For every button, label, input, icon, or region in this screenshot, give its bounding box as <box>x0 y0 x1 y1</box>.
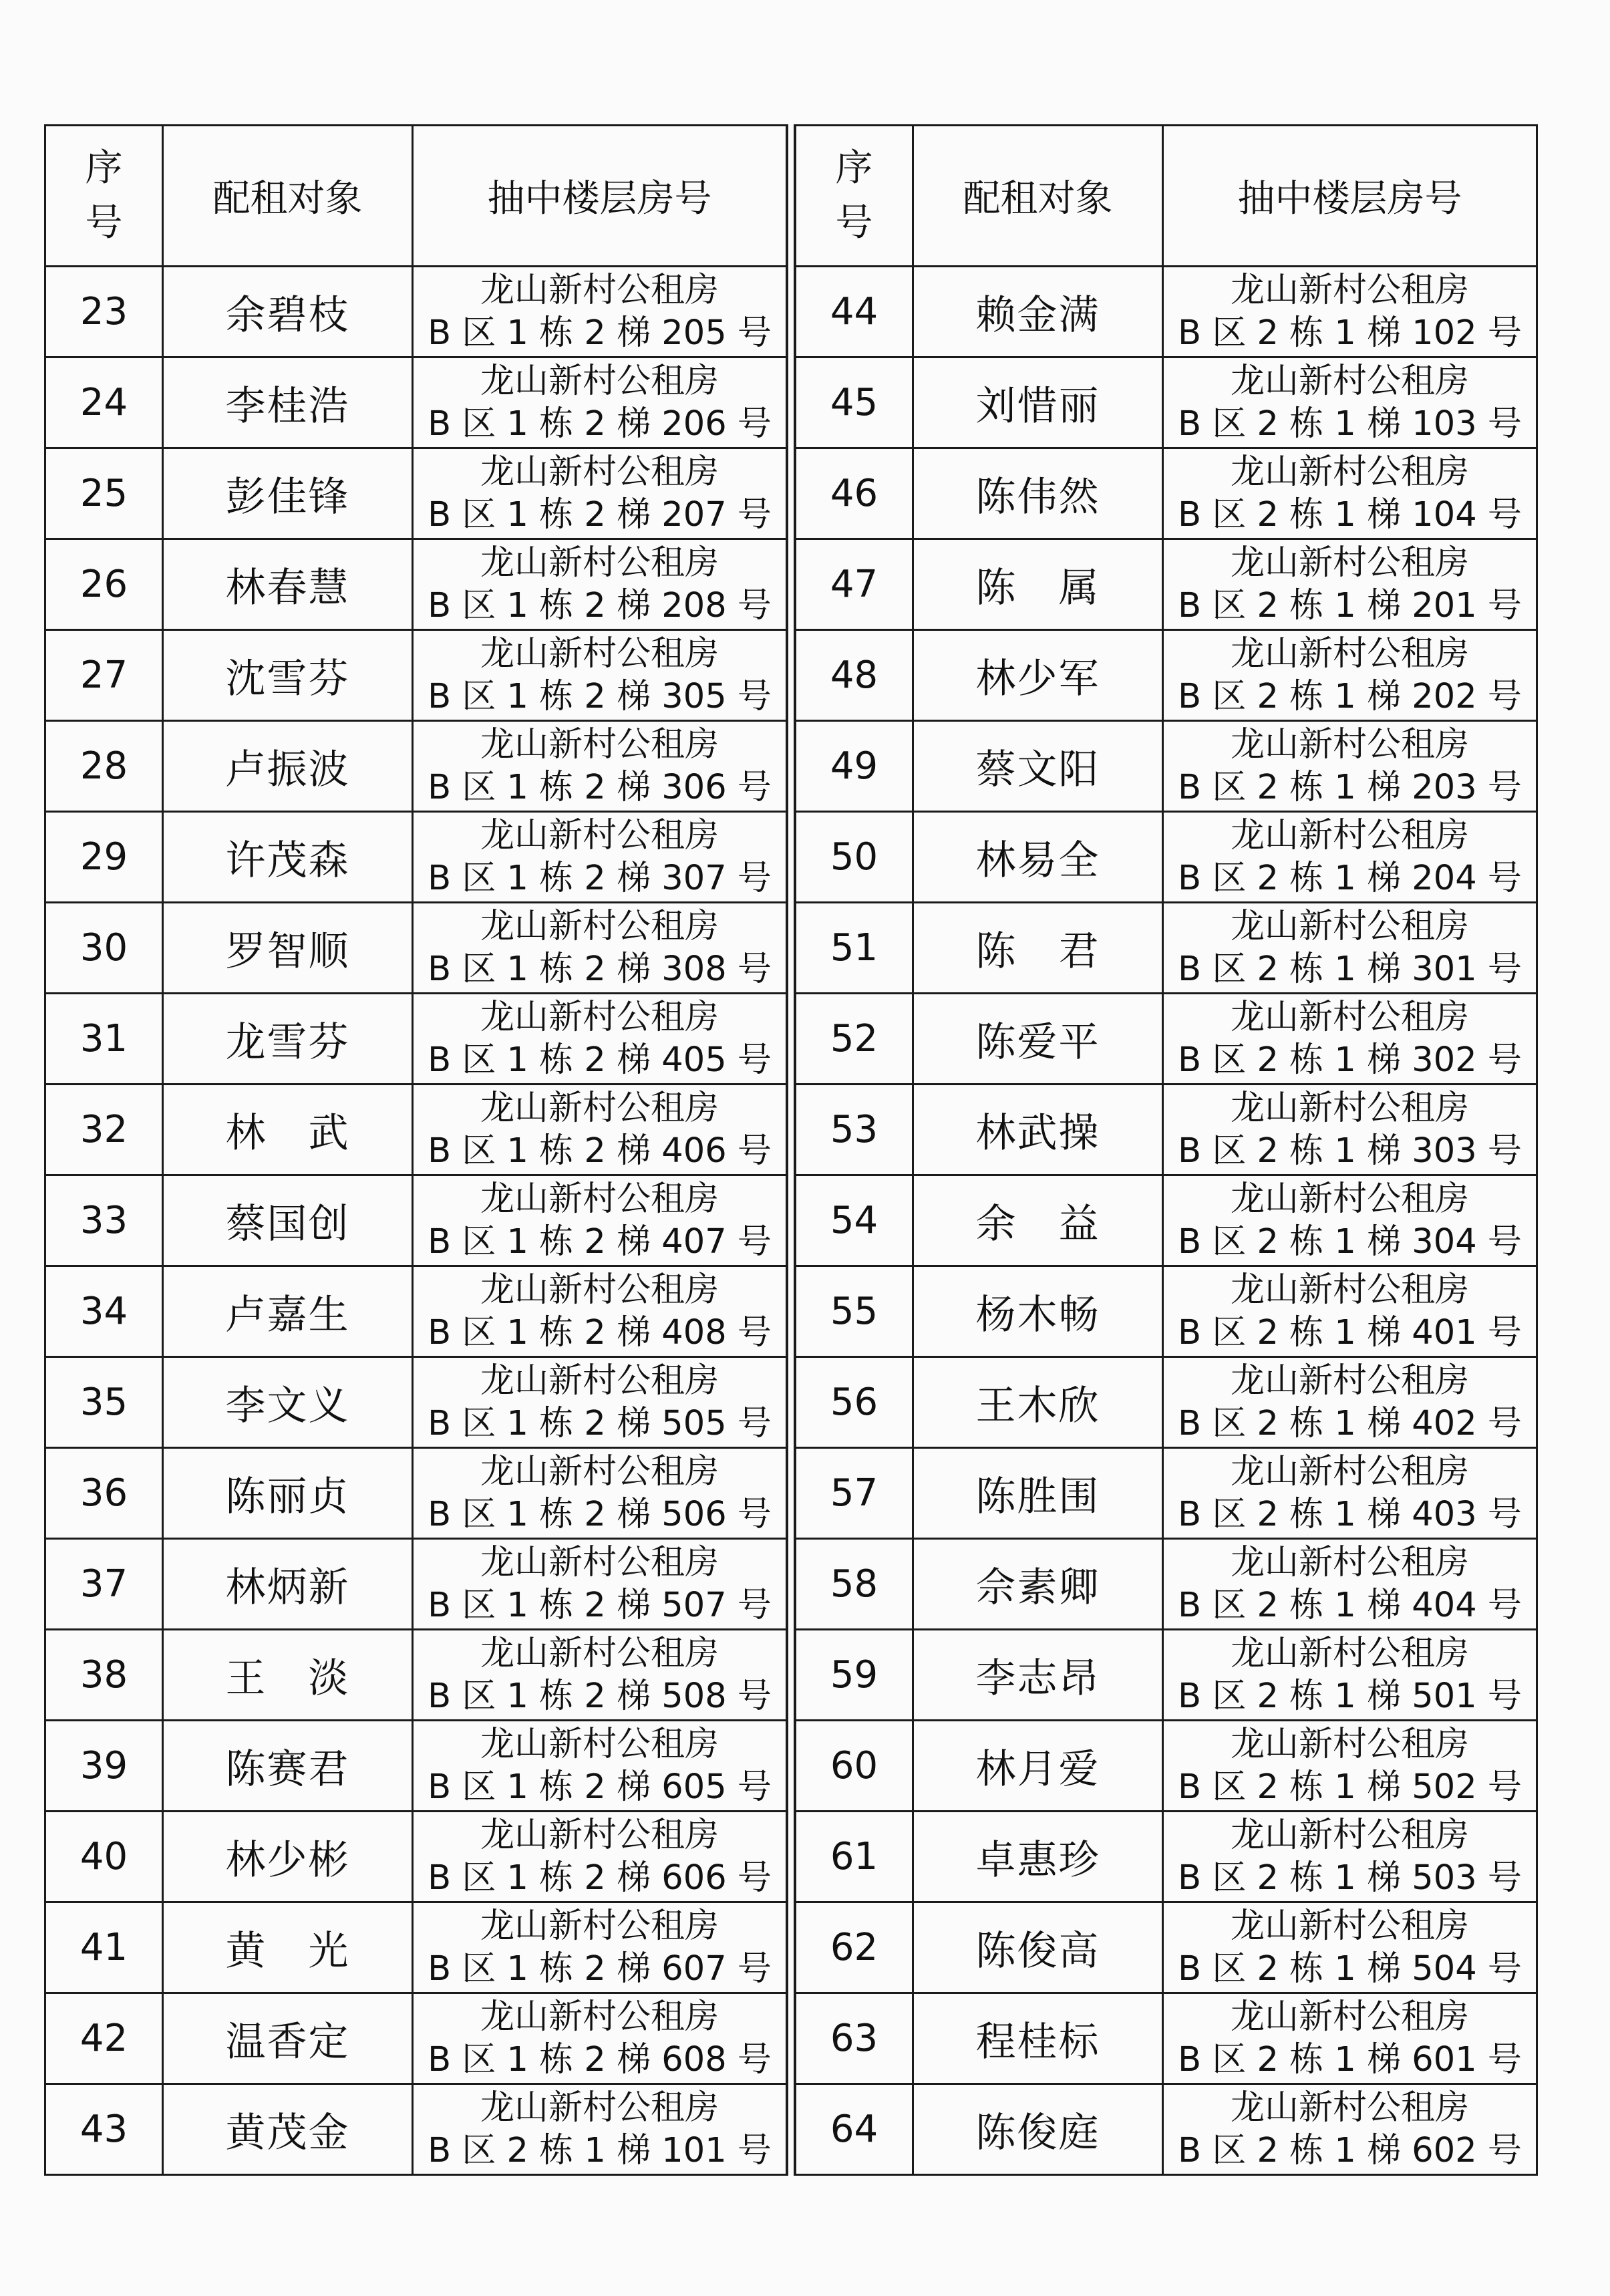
room-project: 龙山新村公租房 <box>480 1997 719 2037</box>
row-number: 60 <box>796 1721 913 1812</box>
room-number: B 区 1 栋 2 梯 305 号 <box>428 676 772 716</box>
row-number: 63 <box>796 1993 913 2084</box>
row-number: 38 <box>45 1630 163 1721</box>
tenant-name: 许茂森 <box>163 812 413 903</box>
tenant-name: 林少彬 <box>163 1812 413 1902</box>
allocation-table-right <box>794 124 1538 2176</box>
room-number: B 区 1 栋 2 梯 505 号 <box>428 1403 772 1443</box>
room-number: B 区 2 栋 1 梯 304 号 <box>1178 1222 1522 1262</box>
row-number: 23 <box>45 267 163 357</box>
room-project: 龙山新村公租房 <box>480 543 719 583</box>
tenant-name: 林 武 <box>163 1085 413 1175</box>
room-project: 龙山新村公租房 <box>480 1542 719 1582</box>
room-project: 龙山新村公租房 <box>1230 815 1469 855</box>
header-tenant: 配租对象 <box>163 126 413 267</box>
room-project: 龙山新村公租房 <box>480 1906 719 1946</box>
row-number: 36 <box>45 1448 163 1539</box>
table-header-row <box>45 126 787 267</box>
room-project: 龙山新村公租房 <box>1230 1179 1469 1219</box>
tenant-name: 陈爱平 <box>913 994 1163 1085</box>
tenant-name: 林武操 <box>913 1085 1163 1175</box>
room-number: B 区 1 栋 2 梯 608 号 <box>428 2039 772 2079</box>
row-number: 40 <box>45 1812 163 1902</box>
table-row <box>796 2084 1537 2175</box>
assigned-room <box>413 994 787 1085</box>
tenant-name: 林少军 <box>913 630 1163 721</box>
tenant-name: 程桂标 <box>913 1993 1163 2084</box>
assigned-room <box>1163 994 1537 1085</box>
table-row <box>45 1448 787 1539</box>
table-row <box>796 994 1537 1085</box>
table-row <box>796 1993 1537 2084</box>
room-number: B 区 2 栋 1 梯 601 号 <box>1178 2039 1522 2079</box>
tenant-name: 陈 属 <box>913 539 1163 630</box>
table-row <box>45 357 787 448</box>
tenant-name: 陈 君 <box>913 903 1163 994</box>
room-project: 龙山新村公租房 <box>1230 1906 1469 1946</box>
room-number: B 区 2 栋 1 梯 201 号 <box>1178 585 1522 625</box>
row-number: 27 <box>45 630 163 721</box>
assigned-room <box>1163 1721 1537 1812</box>
room-project: 龙山新村公租房 <box>1230 1088 1469 1128</box>
row-number: 30 <box>45 903 163 994</box>
room-number: B 区 2 栋 1 梯 501 号 <box>1178 1676 1522 1716</box>
assigned-room <box>413 1085 787 1175</box>
room-number: B 区 1 栋 2 梯 506 号 <box>428 1494 772 1534</box>
tenant-name: 李志昂 <box>913 1630 1163 1721</box>
table-row <box>796 1085 1537 1175</box>
room-project: 龙山新村公租房 <box>1230 1815 1469 1855</box>
row-number: 26 <box>45 539 163 630</box>
room-project: 龙山新村公租房 <box>1230 633 1469 674</box>
table-row <box>45 2084 787 2175</box>
room-project: 龙山新村公租房 <box>480 1451 719 1491</box>
row-number: 56 <box>796 1357 913 1448</box>
tenant-name: 杨木畅 <box>913 1266 1163 1357</box>
table-body-left <box>45 267 787 2175</box>
row-number: 31 <box>45 994 163 1085</box>
assigned-room <box>1163 1448 1537 1539</box>
assigned-room <box>413 448 787 539</box>
header-seq <box>796 126 913 267</box>
table-row <box>45 539 787 630</box>
table-row <box>796 1175 1537 1266</box>
header-seq <box>45 126 163 267</box>
row-number: 42 <box>45 1993 163 2084</box>
header-tenant: 配租对象 <box>913 126 1163 267</box>
tenant-name: 林春慧 <box>163 539 413 630</box>
tenant-name: 李桂浩 <box>163 357 413 448</box>
row-number: 47 <box>796 539 913 630</box>
tenant-name: 李文义 <box>163 1357 413 1448</box>
room-number: B 区 2 栋 1 梯 103 号 <box>1178 404 1522 444</box>
table-row <box>45 630 787 721</box>
room-number: B 区 2 栋 1 梯 503 号 <box>1178 1858 1522 1898</box>
room-number: B 区 2 栋 1 梯 301 号 <box>1178 949 1522 989</box>
room-project: 龙山新村公租房 <box>480 997 719 1037</box>
table-row <box>796 903 1537 994</box>
room-project: 龙山新村公租房 <box>480 1633 719 1673</box>
room-number: B 区 1 栋 2 梯 308 号 <box>428 949 772 989</box>
room-project: 龙山新村公租房 <box>1230 997 1469 1037</box>
header-seq-line2: 号 <box>85 201 123 245</box>
table-row <box>45 1085 787 1175</box>
row-number: 37 <box>45 1539 163 1630</box>
assigned-room <box>413 2084 787 2175</box>
row-number: 44 <box>796 267 913 357</box>
room-number: B 区 2 栋 1 梯 101 号 <box>428 2130 772 2170</box>
room-number: B 区 1 栋 2 梯 208 号 <box>428 585 772 625</box>
row-number: 24 <box>45 357 163 448</box>
tenant-name: 余 益 <box>913 1175 1163 1266</box>
assigned-room <box>413 357 787 448</box>
table-row <box>796 630 1537 721</box>
tenant-name: 卢振波 <box>163 721 413 812</box>
assigned-room <box>413 903 787 994</box>
tenant-name: 刘惜丽 <box>913 357 1163 448</box>
assigned-room <box>1163 1539 1537 1630</box>
assigned-room <box>1163 812 1537 903</box>
row-number: 28 <box>45 721 163 812</box>
tenant-name: 陈丽贞 <box>163 1448 413 1539</box>
room-number: B 区 1 栋 2 梯 406 号 <box>428 1131 772 1171</box>
room-number: B 区 1 栋 2 梯 307 号 <box>428 858 772 898</box>
table-row <box>45 1721 787 1812</box>
assigned-room <box>413 1266 787 1357</box>
table-row <box>45 1902 787 1993</box>
room-number: B 区 2 栋 1 梯 402 号 <box>1178 1403 1522 1443</box>
room-number: B 区 1 栋 2 梯 408 号 <box>428 1312 772 1352</box>
table-row <box>45 903 787 994</box>
tenant-name: 林炳新 <box>163 1539 413 1630</box>
header-seq-line1: 序 <box>835 146 873 190</box>
table-row <box>796 812 1537 903</box>
room-project: 龙山新村公租房 <box>480 1815 719 1855</box>
assigned-room <box>1163 448 1537 539</box>
assigned-room <box>413 539 787 630</box>
room-project: 龙山新村公租房 <box>480 1270 719 1310</box>
row-number: 50 <box>796 812 913 903</box>
assigned-room <box>413 1993 787 2084</box>
table-row <box>45 1539 787 1630</box>
tenant-name: 陈伟然 <box>913 448 1163 539</box>
assigned-room <box>413 630 787 721</box>
room-project: 龙山新村公租房 <box>480 724 719 764</box>
room-number: B 区 1 栋 2 梯 607 号 <box>428 1949 772 1989</box>
row-number: 25 <box>45 448 163 539</box>
assigned-room <box>413 1448 787 1539</box>
tenant-name: 陈赛君 <box>163 1721 413 1812</box>
tenant-name: 沈雪芬 <box>163 630 413 721</box>
assigned-room <box>413 1175 787 1266</box>
room-project: 龙山新村公租房 <box>480 1179 719 1219</box>
room-project: 龙山新村公租房 <box>480 361 719 401</box>
assigned-room <box>1163 539 1537 630</box>
tenant-name: 蔡文阳 <box>913 721 1163 812</box>
room-project: 龙山新村公租房 <box>1230 1270 1469 1310</box>
assigned-room <box>413 1902 787 1993</box>
row-number: 61 <box>796 1812 913 1902</box>
room-project: 龙山新村公租房 <box>480 633 719 674</box>
room-project: 龙山新村公租房 <box>480 270 719 310</box>
allocation-table-sheet <box>44 124 1538 2176</box>
header-room: 抽中楼层房号 <box>1163 126 1537 267</box>
room-project: 龙山新村公租房 <box>1230 452 1469 492</box>
header-seq-line1: 序 <box>85 146 123 190</box>
table-row <box>796 1721 1537 1812</box>
tenant-name: 陈胜围 <box>913 1448 1163 1539</box>
room-project: 龙山新村公租房 <box>480 815 719 855</box>
room-project: 龙山新村公租房 <box>1230 1542 1469 1582</box>
tenant-name: 王 淡 <box>163 1630 413 1721</box>
header-seq-line2: 号 <box>835 201 873 245</box>
assigned-room <box>1163 1175 1537 1266</box>
table-row <box>45 1175 787 1266</box>
table-row <box>45 1630 787 1721</box>
assigned-room <box>1163 267 1537 357</box>
table-header-row <box>796 126 1537 267</box>
room-project: 龙山新村公租房 <box>1230 1633 1469 1673</box>
row-number: 41 <box>45 1902 163 1993</box>
row-number: 39 <box>45 1721 163 1812</box>
row-number: 32 <box>45 1085 163 1175</box>
room-project: 龙山新村公租房 <box>480 906 719 946</box>
row-number: 62 <box>796 1902 913 1993</box>
room-number: B 区 2 栋 1 梯 203 号 <box>1178 767 1522 807</box>
tenant-name: 陈俊庭 <box>913 2084 1163 2175</box>
row-number: 34 <box>45 1266 163 1357</box>
tenant-name: 温香定 <box>163 1993 413 2084</box>
assigned-room <box>1163 630 1537 721</box>
tenant-name: 卓惠珍 <box>913 1812 1163 1902</box>
table-row <box>796 721 1537 812</box>
table-row <box>796 1812 1537 1902</box>
room-number: B 区 2 栋 1 梯 302 号 <box>1178 1040 1522 1080</box>
row-number: 43 <box>45 2084 163 2175</box>
tenant-name: 余碧枝 <box>163 267 413 357</box>
table-row <box>45 812 787 903</box>
room-number: B 区 1 栋 2 梯 207 号 <box>428 494 772 535</box>
table-row <box>796 267 1537 357</box>
table-row <box>45 448 787 539</box>
room-project: 龙山新村公租房 <box>1230 1997 1469 2037</box>
room-number: B 区 2 栋 1 梯 403 号 <box>1178 1494 1522 1534</box>
room-project: 龙山新村公租房 <box>480 1360 719 1401</box>
room-number: B 区 2 栋 1 梯 202 号 <box>1178 676 1522 716</box>
table-row <box>796 1539 1537 1630</box>
assigned-room <box>413 721 787 812</box>
table-row <box>796 357 1537 448</box>
tenant-name: 彭佳锋 <box>163 448 413 539</box>
room-number: B 区 2 栋 1 梯 502 号 <box>1178 1767 1522 1807</box>
allocation-table-left <box>44 124 788 2176</box>
table-body-right <box>796 267 1537 2175</box>
table-row <box>796 1902 1537 1993</box>
room-number: B 区 2 栋 1 梯 104 号 <box>1178 494 1522 535</box>
room-number: B 区 2 栋 1 梯 602 号 <box>1178 2130 1522 2170</box>
row-number: 59 <box>796 1630 913 1721</box>
assigned-room <box>1163 1630 1537 1721</box>
room-number: B 区 1 栋 2 梯 205 号 <box>428 313 772 353</box>
row-number: 33 <box>45 1175 163 1266</box>
room-project: 龙山新村公租房 <box>1230 1360 1469 1401</box>
assigned-room <box>1163 1266 1537 1357</box>
tenant-name: 罗智顺 <box>163 903 413 994</box>
row-number: 57 <box>796 1448 913 1539</box>
assigned-room <box>1163 1993 1537 2084</box>
assigned-room <box>1163 721 1537 812</box>
table-row <box>796 1266 1537 1357</box>
room-project: 龙山新村公租房 <box>480 1088 719 1128</box>
table-row <box>796 1448 1537 1539</box>
assigned-room <box>1163 2084 1537 2175</box>
table-row <box>45 721 787 812</box>
assigned-room <box>413 267 787 357</box>
room-project: 龙山新村公租房 <box>1230 2088 1469 2128</box>
row-number: 54 <box>796 1175 913 1266</box>
room-project: 龙山新村公租房 <box>1230 1451 1469 1491</box>
room-number: B 区 1 栋 2 梯 306 号 <box>428 767 772 807</box>
row-number: 46 <box>796 448 913 539</box>
row-number: 35 <box>45 1357 163 1448</box>
room-number: B 区 1 栋 2 梯 405 号 <box>428 1040 772 1080</box>
tenant-name: 陈俊高 <box>913 1902 1163 1993</box>
room-project: 龙山新村公租房 <box>1230 361 1469 401</box>
room-project: 龙山新村公租房 <box>1230 543 1469 583</box>
row-number: 51 <box>796 903 913 994</box>
row-number: 49 <box>796 721 913 812</box>
room-number: B 区 1 栋 2 梯 407 号 <box>428 1222 772 1262</box>
tenant-name: 龙雪芬 <box>163 994 413 1085</box>
row-number: 45 <box>796 357 913 448</box>
tenant-name: 林月爱 <box>913 1721 1163 1812</box>
assigned-room <box>1163 1357 1537 1448</box>
row-number: 58 <box>796 1539 913 1630</box>
tenant-name: 林易全 <box>913 812 1163 903</box>
assigned-room <box>1163 1902 1537 1993</box>
row-number: 64 <box>796 2084 913 2175</box>
room-project: 龙山新村公租房 <box>1230 270 1469 310</box>
table-row <box>796 1630 1537 1721</box>
assigned-room <box>1163 1812 1537 1902</box>
row-number: 52 <box>796 994 913 1085</box>
room-project: 龙山新村公租房 <box>1230 1724 1469 1764</box>
room-number: B 区 1 栋 2 梯 206 号 <box>428 404 772 444</box>
assigned-room <box>413 1357 787 1448</box>
row-number: 29 <box>45 812 163 903</box>
room-number: B 区 2 栋 1 梯 504 号 <box>1178 1949 1522 1989</box>
table-row <box>45 1357 787 1448</box>
tenant-name: 蔡国创 <box>163 1175 413 1266</box>
room-number: B 区 1 栋 2 梯 508 号 <box>428 1676 772 1716</box>
room-number: B 区 1 栋 2 梯 605 号 <box>428 1767 772 1807</box>
room-number: B 区 2 栋 1 梯 404 号 <box>1178 1585 1522 1625</box>
assigned-room <box>1163 903 1537 994</box>
tenant-name: 赖金满 <box>913 267 1163 357</box>
table-row <box>796 448 1537 539</box>
table-row <box>45 1993 787 2084</box>
tenant-name: 黄茂金 <box>163 2084 413 2175</box>
assigned-room <box>413 1721 787 1812</box>
header-room: 抽中楼层房号 <box>413 126 787 267</box>
room-project: 龙山新村公租房 <box>1230 906 1469 946</box>
assigned-room <box>1163 1085 1537 1175</box>
table-row <box>45 267 787 357</box>
assigned-room <box>413 812 787 903</box>
room-number: B 区 2 栋 1 梯 204 号 <box>1178 858 1522 898</box>
table-row <box>45 1812 787 1902</box>
row-number: 53 <box>796 1085 913 1175</box>
tenant-name: 王木欣 <box>913 1357 1163 1448</box>
room-number: B 区 2 栋 1 梯 303 号 <box>1178 1131 1522 1171</box>
assigned-room <box>413 1539 787 1630</box>
room-number: B 区 2 栋 1 梯 102 号 <box>1178 313 1522 353</box>
row-number: 55 <box>796 1266 913 1357</box>
room-project: 龙山新村公租房 <box>480 2088 719 2128</box>
tenant-name: 黄 光 <box>163 1902 413 1993</box>
assigned-room <box>413 1812 787 1902</box>
room-project: 龙山新村公租房 <box>480 1724 719 1764</box>
room-number: B 区 1 栋 2 梯 507 号 <box>428 1585 772 1625</box>
room-number: B 区 1 栋 2 梯 606 号 <box>428 1858 772 1898</box>
table-row <box>45 1266 787 1357</box>
tenant-name: 佘素卿 <box>913 1539 1163 1630</box>
column-divider <box>786 124 796 2176</box>
tenant-name: 卢嘉生 <box>163 1266 413 1357</box>
room-project: 龙山新村公租房 <box>480 452 719 492</box>
assigned-room <box>413 1630 787 1721</box>
assigned-room <box>1163 357 1537 448</box>
table-row <box>796 1357 1537 1448</box>
room-number: B 区 2 栋 1 梯 401 号 <box>1178 1312 1522 1352</box>
table-row <box>796 539 1537 630</box>
table-row <box>45 994 787 1085</box>
row-number: 48 <box>796 630 913 721</box>
room-project: 龙山新村公租房 <box>1230 724 1469 764</box>
